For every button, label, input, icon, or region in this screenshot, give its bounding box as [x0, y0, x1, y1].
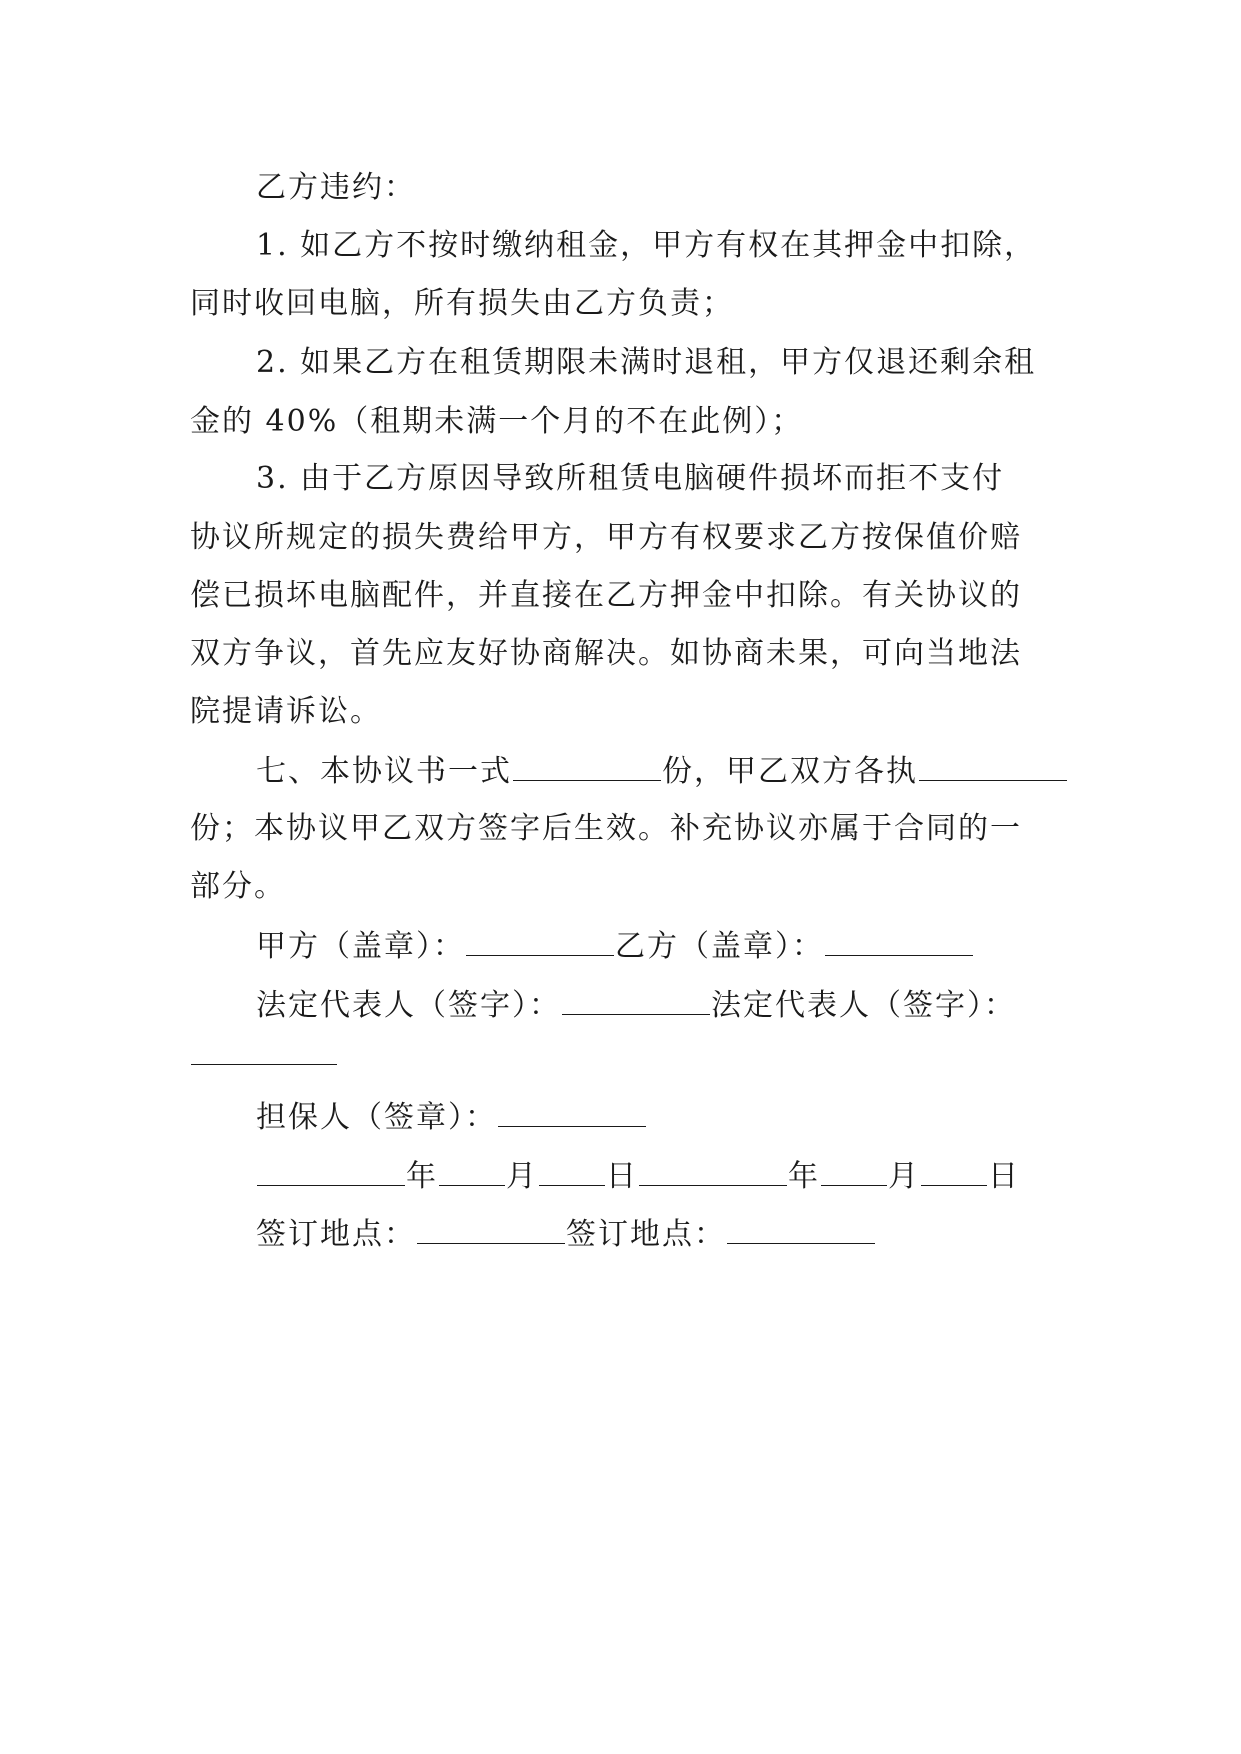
month-b-blank[interactable]: [821, 1155, 887, 1186]
clause-2-line-1: 2. 如果乙方在租赁期限未满时退租，甲方仅退还剩余租: [256, 345, 1037, 380]
legal-rep-row: [256, 984, 1136, 1026]
copies-each-blank[interactable]: [919, 750, 1067, 781]
rep-b-blank[interactable]: [191, 1064, 337, 1065]
date-row: [256, 1155, 1136, 1197]
place-a-blank[interactable]: [417, 1213, 565, 1244]
day-b-blank[interactable]: [921, 1155, 987, 1186]
month-a-label: 月: [506, 1159, 538, 1194]
place-b-label: 签订地点：: [566, 1217, 726, 1252]
clause-3-line-2: 协议所规定的损失费给甲方，甲方有权要求乙方按保值价赔: [190, 520, 1022, 555]
place-a-label: 签订地点：: [256, 1217, 416, 1252]
clause-3-line-4: 双方争议，首先应友好协商解决。如协商未果，可向当地法: [190, 636, 1022, 671]
copies-each-label: 份，甲乙双方各执: [662, 754, 918, 789]
party-seal-row: [256, 925, 1136, 967]
guarantor-blank[interactable]: [498, 1096, 646, 1127]
copies-total-blank[interactable]: [513, 750, 661, 781]
year-a-label: 年: [406, 1159, 438, 1194]
clause-1-line-2: 同时收回电脑，所有损失由乙方负责；: [190, 286, 734, 321]
signing-place-row: [256, 1213, 1136, 1255]
guarantor-label: 担保人（签章）：: [256, 1100, 497, 1135]
clause-3-line-3: 偿已损坏电脑配件，并直接在乙方押金中扣除。有关协议的: [190, 578, 1022, 613]
clause-3-line-1: 3. 由于乙方原因导致所租赁电脑硬件损坏而拒不支付: [256, 461, 1005, 496]
rep-a-blank[interactable]: [562, 984, 710, 1015]
party-a-seal-label: 甲方（盖章）：: [256, 929, 465, 964]
party-a-seal-blank[interactable]: [466, 925, 614, 956]
year-b-label: 年: [788, 1159, 820, 1194]
guarantor-row: [256, 1096, 1136, 1138]
copies-label: 七、本协议书一式: [256, 754, 512, 789]
clause-7-line-2: 份；本协议甲乙双方签字后生效。补充协议亦属于合同的一: [190, 811, 1022, 846]
party-b-seal-blank[interactable]: [825, 925, 973, 956]
breach-heading: 乙方违约：: [256, 170, 416, 205]
month-b-label: 月: [888, 1159, 920, 1194]
year-b-blank[interactable]: [639, 1155, 787, 1186]
clause-7-line-3: 部分。: [190, 869, 286, 904]
rep-b-label: 法定代表人（签字）：: [711, 988, 1016, 1023]
day-b-label: 日: [988, 1159, 1020, 1194]
clause-7-line-1: [256, 750, 1136, 792]
clause-1-line-1: 1. 如乙方不按时缴纳租金，甲方有权在其押金中扣除，: [256, 228, 1037, 263]
party-b-seal-label: 乙方（盖章）：: [615, 929, 824, 964]
clause-3-line-5: 院提请诉讼。: [190, 694, 382, 729]
day-a-label: 日: [606, 1159, 638, 1194]
month-a-blank[interactable]: [439, 1155, 505, 1186]
clause-2-line-2: 金的 40%（租期未满一个月的不在此例）；: [190, 404, 804, 439]
day-a-blank[interactable]: [539, 1155, 605, 1186]
rep-a-label: 法定代表人（签字）：: [256, 988, 561, 1023]
year-a-blank[interactable]: [257, 1155, 405, 1186]
place-b-blank[interactable]: [727, 1213, 875, 1244]
